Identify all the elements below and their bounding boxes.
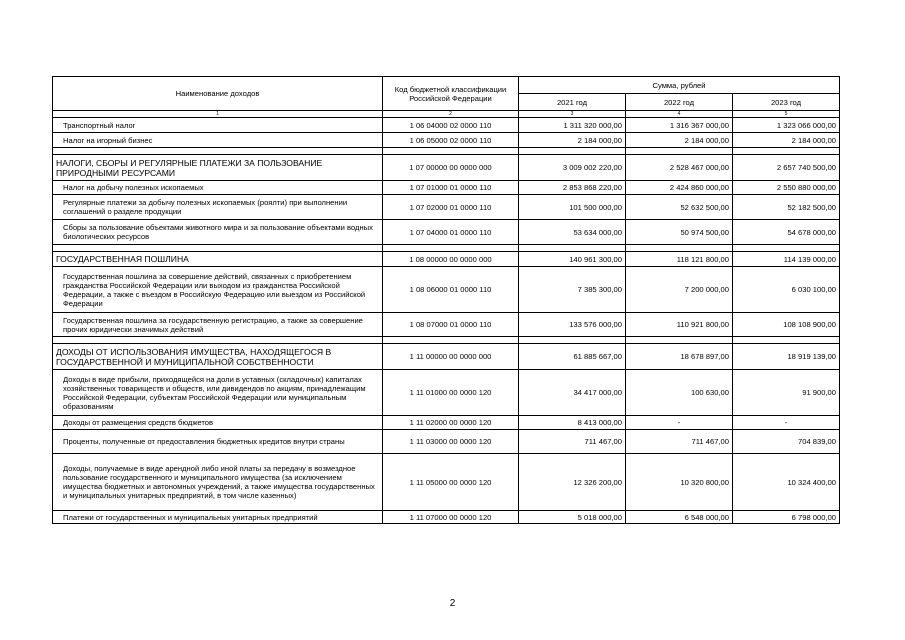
income-name: Государственная пошлина за совершение действий, связанных с приобретением гражданства Российской Федерации или выходом из гражданства Российской Федерации, а также с въездом в Российскую Федерацию или выездом из Российской Федерации [53, 267, 383, 313]
table-row [53, 220, 840, 245]
income-code: 1 07 04000 01 0000 110 [383, 220, 519, 245]
income-code: 1 08 00000 00 0000 000 [383, 252, 519, 267]
table-row [53, 313, 840, 337]
income-code: 1 11 05000 00 0000 120 [383, 454, 519, 511]
amount-2021: 2 184 000,00 [519, 133, 626, 148]
income-code: 1 06 05000 02 0000 110 [383, 133, 519, 148]
amount-2023: 6 798 000,00 [733, 511, 840, 524]
amount-2022: 7 200 000,00 [626, 267, 733, 313]
table-row [53, 416, 840, 430]
amount-2021: 5 018 000,00 [519, 511, 626, 524]
col-number: 5 [733, 111, 840, 118]
amount-2023: 91 900,00 [733, 370, 840, 416]
amount-2022: 10 320 800,00 [626, 454, 733, 511]
amount-2023: 54 678 000,00 [733, 220, 840, 245]
amount-2022: 52 632 500,00 [626, 195, 733, 220]
amount-2021: 8 413 000,00 [519, 416, 626, 430]
amount-2021: 101 500 000,00 [519, 195, 626, 220]
amount-2021: 711 467,00 [519, 430, 626, 454]
table-row [53, 118, 840, 133]
table-row [53, 267, 840, 313]
income-name: Сборы за пользование объектами животного мира и за пользование объектами водных биологических ресурсов [53, 220, 383, 245]
header-year-2023: 2023 год [733, 94, 840, 111]
amount-2023: 2 550 880 000,00 [733, 181, 840, 195]
amount-2023: 2 657 740 500,00 [733, 155, 840, 181]
table-row [53, 181, 840, 195]
spacer-row [53, 245, 840, 252]
amount-2023: 10 324 400,00 [733, 454, 840, 511]
income-name: Налог на добычу полезных ископаемых [53, 181, 383, 195]
header-code: Код бюджетной классификации Российской Федерации [383, 77, 519, 111]
amount-2023: 2 184 000,00 [733, 133, 840, 148]
amount-2021: 1 311 320 000,00 [519, 118, 626, 133]
income-code: 1 11 03000 00 0000 120 [383, 430, 519, 454]
amount-2021: 61 885 667,00 [519, 344, 626, 370]
budget-table [52, 76, 840, 524]
amount-2021: 12 326 200,00 [519, 454, 626, 511]
amount-2022: - [626, 416, 733, 430]
table-row [53, 344, 840, 370]
header-name: Наименование доходов [53, 77, 383, 111]
income-code: 1 08 07000 01 0000 110 [383, 313, 519, 337]
amount-2021: 53 634 000,00 [519, 220, 626, 245]
amount-2022: 110 921 800,00 [626, 313, 733, 337]
income-name: Проценты, полученные от предоставления бюджетных кредитов внутри страны [53, 430, 383, 454]
table-row [53, 252, 840, 267]
income-name: Доходы в виде прибыли, приходящейся на доли в уставных (складочных) капиталах хозяйственных товариществ и обществ, или дивидендов по акциям, принадлежащим Российской Федерации, субъектам Российской Федерации или муниципальным образованиям [53, 370, 383, 416]
income-name: Доходы от размещения средств бюджетов [53, 416, 383, 430]
header-sum: Сумма, рублей [519, 77, 840, 94]
amount-2023: 114 139 000,00 [733, 252, 840, 267]
amount-2022: 50 974 500,00 [626, 220, 733, 245]
amount-2022: 2 528 467 000,00 [626, 155, 733, 181]
income-code: 1 07 01000 01 0000 110 [383, 181, 519, 195]
amount-2022: 18 678 897,00 [626, 344, 733, 370]
table-row [53, 370, 840, 416]
spacer-row [53, 148, 840, 155]
amount-2021: 7 385 300,00 [519, 267, 626, 313]
income-code: 1 08 06000 01 0000 110 [383, 267, 519, 313]
amount-2022: 2 184 000,00 [626, 133, 733, 148]
amount-2022: 711 467,00 [626, 430, 733, 454]
income-name: Доходы, получаемые в виде арендной либо иной платы за передачу в возмездное пользование государственного и муниципального имущества (за исключением имущества бюджетных и автономных учреждений, а также имущества государственных и муниципальных унитарных предприятий, в том числе казенных) [53, 454, 383, 511]
col-number: 1 [53, 111, 383, 118]
table-row [53, 133, 840, 148]
table-row [53, 155, 840, 181]
amount-2021: 140 961 300,00 [519, 252, 626, 267]
amount-2021: 3 009 002 220,00 [519, 155, 626, 181]
col-number: 4 [626, 111, 733, 118]
header-year-2022: 2022 год [626, 94, 733, 111]
table-row [53, 511, 840, 524]
income-code: 1 11 07000 00 0000 120 [383, 511, 519, 524]
amount-2022: 6 548 000,00 [626, 511, 733, 524]
income-name: Регулярные платежи за добычу полезных ископаемых (роялти) при выполнении соглашений о разделе продукции [53, 195, 383, 220]
amount-2022: 1 316 367 000,00 [626, 118, 733, 133]
income-name: Налог на игорный бизнес [53, 133, 383, 148]
amount-2023: 108 108 900,00 [733, 313, 840, 337]
income-code: 1 11 02000 00 0000 120 [383, 416, 519, 430]
income-name: ДОХОДЫ ОТ ИСПОЛЬЗОВАНИЯ ИМУЩЕСТВА, НАХОДЯЩЕГОСЯ В ГОСУДАРСТВЕННОЙ И МУНИЦИПАЛЬНОЙ СОБСТВЕННОСТИ [53, 344, 383, 370]
col-number: 2 [383, 111, 519, 118]
amount-2023: 704 839,00 [733, 430, 840, 454]
amount-2021: 133 576 000,00 [519, 313, 626, 337]
amount-2023: 18 919 139,00 [733, 344, 840, 370]
spacer-row [53, 337, 840, 344]
income-code: 1 06 04000 02 0000 110 [383, 118, 519, 133]
page-number: 2 [449, 598, 456, 609]
income-code: 1 07 00000 00 0000 000 [383, 155, 519, 181]
income-name: Государственная пошлина за государственную регистрацию, а также за совершение прочих юридически значимых действий [53, 313, 383, 337]
header-year-2021: 2021 год [519, 94, 626, 111]
amount-2022: 100 630,00 [626, 370, 733, 416]
income-name: ГОСУДАРСТВЕННАЯ ПОШЛИНА [53, 252, 383, 267]
amount-2022: 2 424 860 000,00 [626, 181, 733, 195]
amount-2022: 118 121 800,00 [626, 252, 733, 267]
table-row [53, 195, 840, 220]
income-code: 1 07 02000 01 0000 110 [383, 195, 519, 220]
amount-2023: - [733, 416, 840, 430]
income-name: Платежи от государственных и муниципальных унитарных предприятий [53, 511, 383, 524]
amount-2021: 2 853 868 220,00 [519, 181, 626, 195]
amount-2023: 6 030 100,00 [733, 267, 840, 313]
table-row [53, 430, 840, 454]
amount-2023: 52 182 500,00 [733, 195, 840, 220]
amount-2021: 34 417 000,00 [519, 370, 626, 416]
income-name: НАЛОГИ, СБОРЫ И РЕГУЛЯРНЫЕ ПЛАТЕЖИ ЗА ПОЛЬЗОВАНИЕ ПРИРОДНЫМИ РЕСУРСАМИ [53, 155, 383, 181]
income-code: 1 11 00000 00 0000 000 [383, 344, 519, 370]
amount-2023: 1 323 066 000,00 [733, 118, 840, 133]
col-number: 3 [519, 111, 626, 118]
income-code: 1 11 01000 00 0000 120 [383, 370, 519, 416]
table-row [53, 454, 840, 511]
income-name: Транспортный налог [53, 118, 383, 133]
